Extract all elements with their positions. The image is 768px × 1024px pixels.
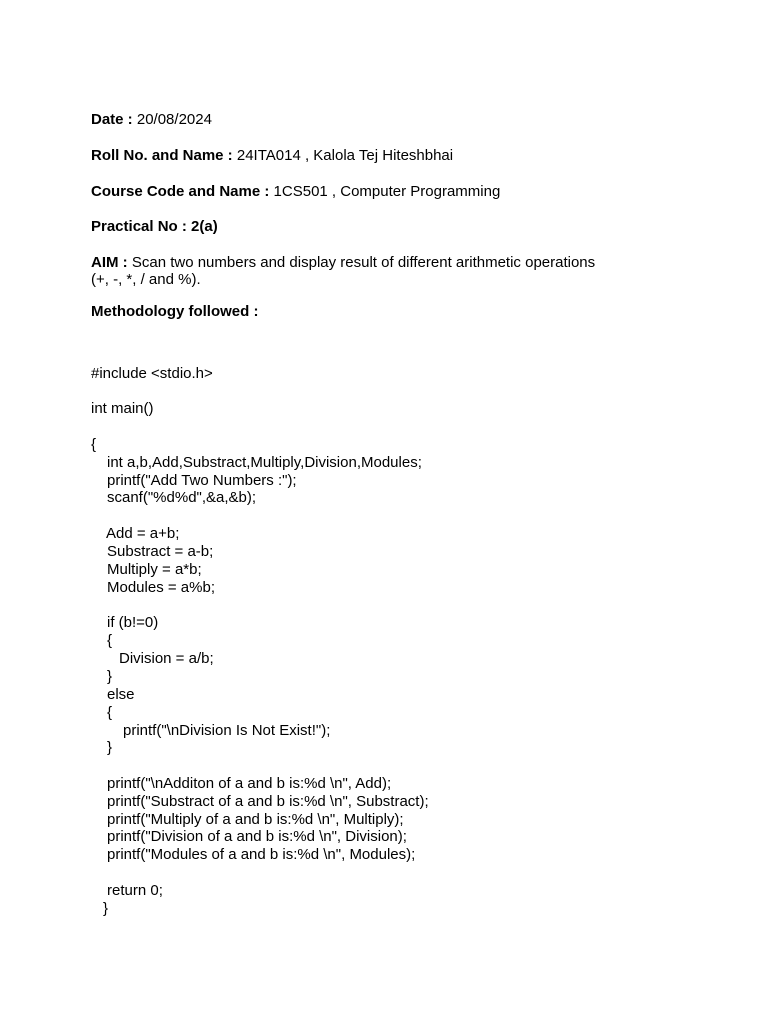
code-line: } <box>107 739 113 756</box>
code-line: return 0; <box>107 882 163 899</box>
aim-value-line1: Scan two numbers and display result of different arithmetic operations <box>131 254 596 271</box>
code-line: printf("Division of a and b is:%d \n", Division); <box>107 828 407 845</box>
code-line: printf("Add Two Numbers :"); <box>107 472 297 489</box>
code-line: printf("Modules of a and b is:%d \n", Modules); <box>107 846 416 863</box>
code-block <box>91 0 691 1024</box>
roll-label: Roll No. and Name : <box>91 147 233 164</box>
code-line: printf("Multiply of a and b is:%d \n", Multiply); <box>107 811 404 828</box>
code-line: Multiply = a*b; <box>107 561 202 578</box>
code-line: int a,b,Add,Substract,Multiply,Division,Modules; <box>107 454 422 471</box>
practical-label: Practical No : 2(a) <box>91 218 218 235</box>
code-line: if (b!=0) <box>107 614 159 631</box>
code-line: { <box>107 632 113 649</box>
code-line: else <box>107 686 135 703</box>
code-line: Modules = a%b; <box>107 579 215 596</box>
aim-value-line2: (+, -, *, / and %). <box>91 271 201 288</box>
code-line: printf("Substract of a and b is:%d \n", Substract); <box>107 793 429 810</box>
date-value: 20/08/2024 <box>136 111 212 128</box>
code-line: } <box>103 900 109 917</box>
code-line: Division = a/b; <box>119 650 214 667</box>
course-label: Course Code and Name : <box>91 183 270 200</box>
date-label: Date : <box>91 111 133 128</box>
code-line: #include <stdio.h> <box>91 365 213 382</box>
code-line: int main() <box>91 400 154 417</box>
code-line: printf("\nAdditon of a and b is:%d \n", Add); <box>107 775 392 792</box>
course-value: 1CS501 , Computer Programming <box>273 183 501 200</box>
methodology-label: Methodology followed : <box>91 303 259 320</box>
code-line: scanf("%d%d",&a,&b); <box>107 489 257 506</box>
code-line: Add = a+b; <box>106 525 180 542</box>
aim-label: AIM : <box>91 254 128 271</box>
code-line: } <box>107 668 113 685</box>
roll-value: 24ITA014 , Kalola Tej Hiteshbhai <box>236 147 454 164</box>
code-line: { <box>91 436 97 453</box>
code-line: { <box>107 704 113 721</box>
code-line: printf("\nDivision Is Not Exist!"); <box>123 722 331 739</box>
code-line: Substract = a-b; <box>107 543 214 560</box>
